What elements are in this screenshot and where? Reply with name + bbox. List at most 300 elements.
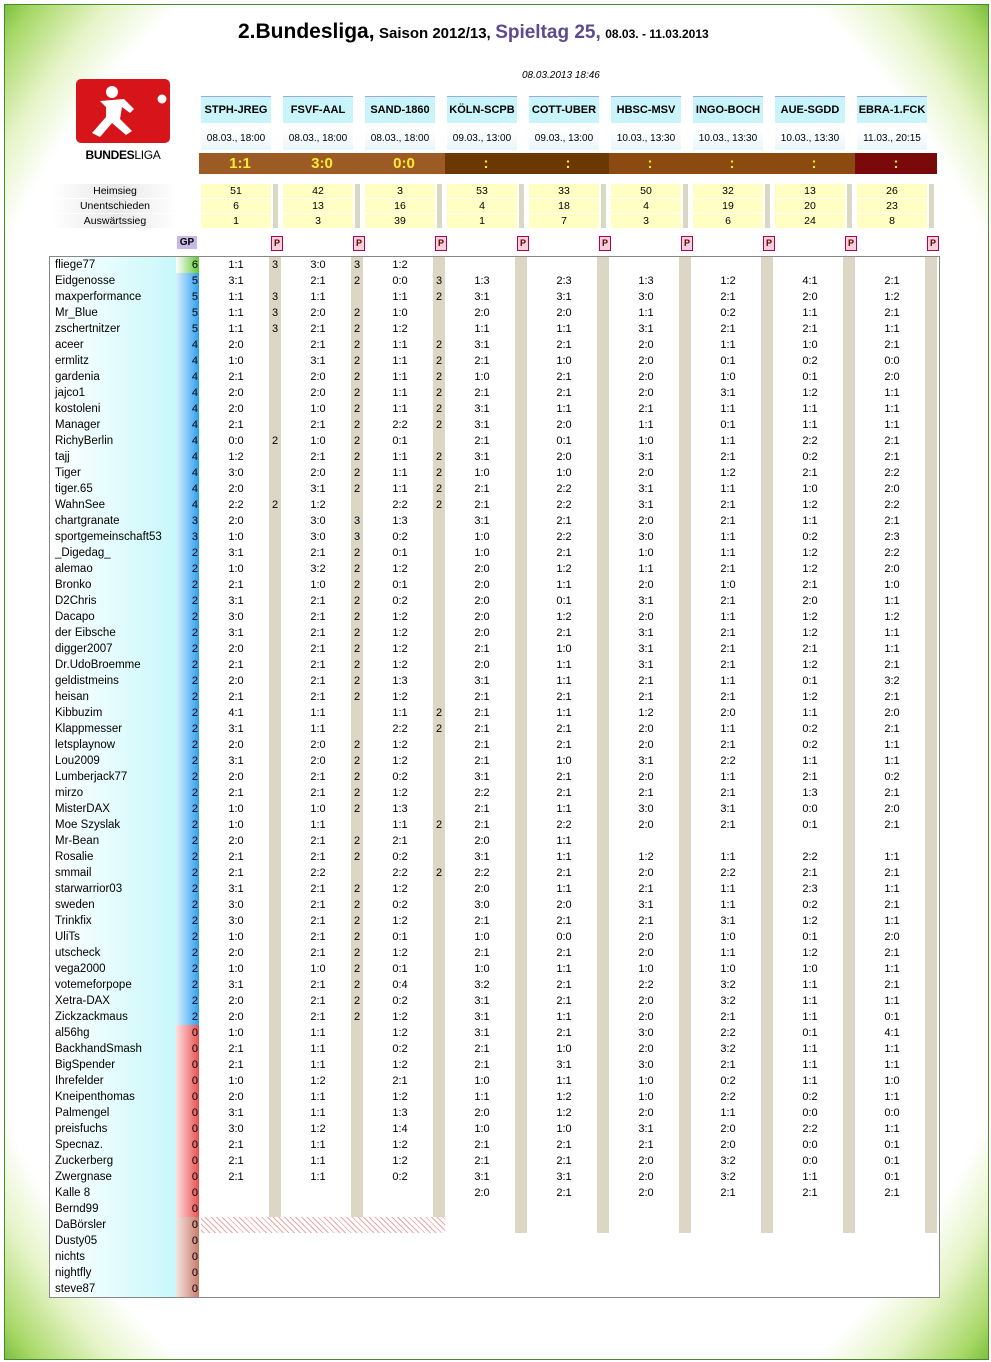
tip-points: 2 [353, 995, 361, 1007]
match-name: KÖLN-SCPB [447, 96, 517, 123]
shadow [273, 184, 278, 228]
player-tip: 3:0 [638, 1059, 654, 1071]
player-tip: 1:1 [392, 483, 408, 495]
player-tip: 1:1 [228, 259, 244, 271]
player-tip: 3:1 [638, 499, 654, 511]
tip-label: Unentschieden [52, 199, 178, 213]
player-tip: 2:1 [884, 515, 900, 527]
player-tip: 2:0 [884, 707, 900, 719]
tip-points: 2 [435, 291, 443, 303]
player-tip: 1:2 [802, 915, 818, 927]
player-tip: 1:1 [392, 371, 408, 383]
tip-points: 2 [353, 371, 361, 383]
player-tip: 2:1 [310, 547, 326, 559]
player-tip: 0:0 [228, 435, 244, 447]
player-points: 0 [176, 1121, 199, 1137]
player-tip: 1:1 [392, 355, 408, 367]
tip-points: 2 [353, 979, 361, 991]
draw-count: 6 [201, 199, 271, 213]
tip-points: 2 [353, 339, 361, 351]
player-tip: 1:1 [228, 323, 244, 335]
player-tip: 2:0 [638, 611, 654, 623]
match-date: 08.03., 18:00 [365, 128, 435, 150]
player-tip: 0:1 [392, 435, 408, 447]
home-win-count: 42 [283, 184, 353, 198]
player-tip: 2:1 [310, 947, 326, 959]
player-tip: 2:0 [638, 1171, 654, 1183]
player-tip: 0:2 [802, 899, 818, 911]
player-tip: 2:1 [310, 883, 326, 895]
player-tip: 3:1 [638, 755, 654, 767]
tip-points: 2 [435, 451, 443, 463]
tip-points: 2 [435, 419, 443, 431]
player-tip: 1:1 [474, 1091, 490, 1103]
player-name: Dacapo [52, 609, 176, 625]
player-tip: 1:1 [802, 307, 818, 319]
player-tip: 1:3 [392, 1107, 408, 1119]
player-tip: 2:1 [720, 1059, 736, 1071]
player-tip: 0:0 [802, 1155, 818, 1167]
player-tip: 2:1 [802, 579, 818, 591]
player-points: 2 [176, 753, 199, 769]
player-tip: 1:2 [802, 563, 818, 575]
player-tip: 1:1 [638, 563, 654, 575]
player-tip: 2:1 [720, 595, 736, 607]
player-tip: 2:1 [720, 291, 736, 303]
shadow [355, 184, 360, 228]
player-tip: 2:0 [720, 1123, 736, 1135]
player-name: Dusty05 [52, 1233, 176, 1249]
player-tip: 0:1 [802, 1027, 818, 1039]
player-tip: 1:0 [802, 963, 818, 975]
match-result: : [527, 153, 609, 174]
player-points: 2 [176, 769, 199, 785]
player-tip: 3:1 [638, 899, 654, 911]
player-tip: 1:1 [556, 403, 572, 415]
player-tip: 2:1 [556, 627, 572, 639]
player-tip: 3:1 [474, 515, 490, 527]
player-tip: 2:2 [310, 867, 326, 879]
draw-count: 20 [775, 199, 845, 213]
player-tip: 2:0 [474, 627, 490, 639]
player-tip: 3:0 [638, 531, 654, 543]
player-name: Lou2009 [52, 753, 176, 769]
player-tip: 1:0 [228, 355, 244, 367]
player-tip: 2:0 [310, 371, 326, 383]
tip-points: 2 [353, 547, 361, 559]
player-tip: 0:0 [392, 275, 408, 287]
player-tip: 2:0 [638, 1107, 654, 1119]
player-tip: 1:0 [556, 1043, 572, 1055]
player-points: 2 [176, 865, 199, 881]
player-tip: 1:1 [884, 755, 900, 767]
player-tip: 2:1 [556, 723, 572, 735]
player-tip: 2:0 [802, 291, 818, 303]
player-tip: 1:0 [638, 963, 654, 975]
player-tip: 2:1 [228, 659, 244, 671]
player-tip: 1:1 [884, 1059, 900, 1071]
player-tip: 1:0 [310, 963, 326, 975]
tip-points: 3 [271, 259, 279, 271]
tip-points: 2 [435, 387, 443, 399]
player-tip: 1:0 [228, 963, 244, 975]
tip-points: 2 [353, 355, 361, 367]
player-tip: 1:2 [802, 627, 818, 639]
player-tip: 1:0 [556, 467, 572, 479]
player-tip: 1:2 [884, 611, 900, 623]
away-win-count: 1 [447, 214, 517, 228]
tip-points: 2 [353, 275, 361, 287]
player-tip: 3:1 [556, 1059, 572, 1071]
tip-points: 2 [435, 819, 443, 831]
player-tip: 1:1 [884, 643, 900, 655]
player-tip: 1:1 [884, 387, 900, 399]
player-tip: 0:2 [720, 1075, 736, 1087]
tip-points: 2 [435, 467, 443, 479]
tip-points: 2 [353, 595, 361, 607]
player-tip: 2:1 [310, 659, 326, 671]
player-points: 4 [176, 353, 199, 369]
player-tip: 1:1 [802, 403, 818, 415]
player-tip: 1:1 [884, 419, 900, 431]
player-points: 2 [176, 545, 199, 561]
player-tip: 2:2 [474, 787, 490, 799]
player-tip: 2:2 [720, 1027, 736, 1039]
player-tip: 1:1 [556, 323, 572, 335]
player-tip: 1:1 [720, 339, 736, 351]
player-tip: 0:2 [802, 739, 818, 751]
player-tip: 2:0 [638, 739, 654, 751]
player-tip: 1:1 [802, 1043, 818, 1055]
player-tip: 2:1 [310, 643, 326, 655]
player-tip: 2:1 [310, 611, 326, 623]
player-tip: 1:1 [392, 339, 408, 351]
match-result: : [773, 153, 855, 174]
player-tip: 1:2 [392, 787, 408, 799]
home-win-count: 53 [447, 184, 517, 198]
player-tip: 1:0 [802, 339, 818, 351]
player-name: Bronko [52, 577, 176, 593]
player-tip: 1:0 [228, 803, 244, 815]
player-tip: 1:2 [392, 691, 408, 703]
player-tip: 1:1 [310, 1091, 326, 1103]
player-tip: 3:2 [720, 1171, 736, 1183]
tip-points: 3 [271, 291, 279, 303]
player-tip: 2:0 [474, 883, 490, 895]
shadow [683, 184, 688, 228]
draw-count: 18 [529, 199, 599, 213]
player-points: 2 [176, 577, 199, 593]
player-tip: 2:0 [228, 1011, 244, 1023]
player-tip: 1:1 [228, 307, 244, 319]
match-name: FSVF-AAL [283, 96, 353, 123]
player-tip: 1:1 [310, 1171, 326, 1183]
player-tip: 3:1 [228, 755, 244, 767]
player-tip: 0:1 [802, 819, 818, 831]
tip-points: 3 [353, 515, 361, 527]
player-tip: 0:0 [802, 1139, 818, 1151]
match-name: SAND-1860 [365, 96, 435, 123]
player-tip: 1:2 [802, 947, 818, 959]
page-title [238, 20, 709, 44]
player-tip: 1:2 [802, 547, 818, 559]
player-tip: 0:1 [802, 675, 818, 687]
player-tip: 2:1 [310, 995, 326, 1007]
away-win-count: 1 [201, 214, 271, 228]
player-name: zschertnitzer [52, 321, 176, 337]
away-win-count: 6 [693, 214, 763, 228]
match-name: EBRA-1.FCK [857, 96, 927, 123]
player-tip: 1:2 [310, 1075, 326, 1087]
player-tip: 1:1 [802, 707, 818, 719]
player-tip: 1:1 [310, 291, 326, 303]
player-tip: 1:2 [392, 1091, 408, 1103]
tip-points: 2 [353, 883, 361, 895]
player-tip: 3:1 [638, 323, 654, 335]
player-tip: 0:2 [392, 851, 408, 863]
shadow [601, 184, 606, 228]
player-tip: 2:1 [638, 403, 654, 415]
player-tip: 1:1 [884, 851, 900, 863]
home-win-count: 26 [857, 184, 927, 198]
player-tip: 2:1 [228, 419, 244, 431]
player-name: sweden [52, 897, 176, 913]
player-tip: 0:1 [884, 1139, 900, 1151]
player-tip: 1:1 [556, 707, 572, 719]
player-tip: 1:0 [228, 563, 244, 575]
player-tip: 2:1 [884, 339, 900, 351]
player-name: UliTs [52, 929, 176, 945]
player-tip: 2:1 [310, 1011, 326, 1023]
player-tip: 2:0 [556, 451, 572, 463]
player-tip: 2:1 [720, 787, 736, 799]
player-tip: 2:1 [884, 691, 900, 703]
player-name: Kibbuzim [52, 705, 176, 721]
player-name: Specnaz. [52, 1137, 176, 1153]
missing-tips [201, 1233, 938, 1297]
player-tip: 2:0 [474, 1107, 490, 1119]
player-tip: 2:2 [228, 499, 244, 511]
tip-points: 2 [435, 499, 443, 511]
player-tip: 1:1 [802, 979, 818, 991]
player-tip: 1:2 [720, 275, 736, 287]
player-tip: 1:2 [802, 611, 818, 623]
player-tip: 2:2 [392, 723, 408, 735]
match-result: : [855, 153, 937, 174]
player-tip: 2:1 [802, 771, 818, 783]
player-tip: 1:2 [392, 323, 408, 335]
player-tip: 2:1 [474, 739, 490, 751]
player-points: 0 [176, 1201, 199, 1217]
player-tip: 2:1 [884, 1187, 900, 1199]
player-tip: 2:0 [228, 771, 244, 783]
player-tip: 1:2 [638, 707, 654, 719]
player-tip: 2:1 [638, 883, 654, 895]
player-tip: 1:2 [556, 1091, 572, 1103]
match-date: 09.03., 13:00 [447, 128, 517, 150]
player-points: 2 [176, 817, 199, 833]
player-tip: 2:0 [310, 739, 326, 751]
player-tip: 0:2 [802, 1091, 818, 1103]
match-date: 11.03., 20:15 [857, 128, 927, 150]
player-tip: 0:2 [392, 771, 408, 783]
player-tip: 2:0 [474, 595, 490, 607]
player-tip: 1:1 [720, 435, 736, 447]
player-tip: 1:2 [392, 1011, 408, 1023]
player-points: 5 [176, 321, 199, 337]
player-tip: 2:1 [556, 979, 572, 991]
player-tip: 1:0 [556, 355, 572, 367]
player-points: 0 [176, 1137, 199, 1153]
player-tip: 1:1 [392, 451, 408, 463]
player-tip: 1:1 [720, 883, 736, 895]
player-tip: 1:0 [720, 963, 736, 975]
player-tip: 1:2 [556, 1107, 572, 1119]
player-tip: 1:0 [474, 467, 490, 479]
player-tip: 3:1 [474, 419, 490, 431]
player-tip: 2:0 [228, 947, 244, 959]
player-tip: 2:0 [228, 483, 244, 495]
player-tip: 0:1 [392, 547, 408, 559]
player-points: 0 [176, 1249, 199, 1265]
tip-points: 2 [353, 771, 361, 783]
player-tip: 2:1 [802, 1187, 818, 1199]
player-tip: 2:1 [228, 851, 244, 863]
player-tip: 1:1 [720, 483, 736, 495]
player-tip: 2:2 [884, 547, 900, 559]
player-tip: 0:1 [392, 931, 408, 943]
player-tip: 2:1 [720, 323, 736, 335]
player-tip: 3:1 [638, 483, 654, 495]
player-name: der Eibsche [52, 625, 176, 641]
player-tip: 2:1 [310, 915, 326, 927]
player-tip: 1:4 [392, 1123, 408, 1135]
player-tip: 1:0 [638, 547, 654, 559]
player-tip: 2:0 [802, 595, 818, 607]
player-tip: 3:2 [720, 995, 736, 1007]
player-tip: 2:1 [556, 1139, 572, 1151]
player-points: 2 [176, 785, 199, 801]
player-tip: 1:0 [474, 963, 490, 975]
player-tip: 3:1 [474, 403, 490, 415]
player-tip: 1:3 [638, 275, 654, 287]
player-tip: 3:1 [474, 675, 490, 687]
player-tip: 3:0 [228, 611, 244, 623]
player-tip: 3:1 [638, 627, 654, 639]
player-tip: 3:1 [228, 883, 244, 895]
player-points: 2 [176, 801, 199, 817]
player-tip: 1:0 [884, 1075, 900, 1087]
player-name: kostoleni [52, 401, 176, 417]
player-tip: 2:1 [720, 499, 736, 511]
player-tip: 2:0 [638, 867, 654, 879]
player-name: Kneipenthomas [52, 1089, 176, 1105]
player-points: 3 [176, 513, 199, 529]
player-tip: 1:2 [392, 947, 408, 959]
tip-points: 2 [353, 755, 361, 767]
player-tip: 3:0 [474, 899, 490, 911]
player-tip: 2:1 [884, 723, 900, 735]
player-name: fliege77 [52, 257, 176, 273]
player-tip: 2:0 [638, 387, 654, 399]
player-tip: 2:1 [392, 835, 408, 847]
player-tip: 2:1 [474, 355, 490, 367]
player-tip: 1:1 [720, 899, 736, 911]
player-tip: 1:2 [392, 659, 408, 671]
points-header: P [517, 236, 529, 251]
player-tip: 1:1 [556, 579, 572, 591]
player-tip: 2:3 [884, 531, 900, 543]
player-tip: 2:1 [720, 643, 736, 655]
player-tip: 1:1 [884, 1091, 900, 1103]
player-tip: 3:1 [474, 339, 490, 351]
player-tip: 2:1 [802, 643, 818, 655]
player-tip: 2:1 [310, 899, 326, 911]
player-points: 5 [176, 273, 199, 289]
player-tip: 2:1 [474, 947, 490, 959]
tip-label: Auswärtssieg [52, 214, 178, 228]
player-tip: 1:0 [310, 579, 326, 591]
player-tip: 2:1 [474, 803, 490, 815]
player-name: starwarrior03 [52, 881, 176, 897]
player-points: 2 [176, 929, 199, 945]
player-tip: 3:1 [474, 291, 490, 303]
player-tip: 2:1 [802, 467, 818, 479]
player-tip: 2:1 [556, 515, 572, 527]
player-tip: 2:1 [474, 1043, 490, 1055]
player-name: utscheck [52, 945, 176, 961]
player-tip: 0:1 [392, 579, 408, 591]
player-tip: 3:1 [720, 915, 736, 927]
player-tip: 1:0 [556, 755, 572, 767]
player-tip: 2:1 [474, 707, 490, 719]
player-tip: 3:1 [556, 1171, 572, 1183]
match-result: 0:0 [363, 153, 445, 174]
player-tip: 2:1 [474, 755, 490, 767]
match-name: COTT-UBER [529, 96, 599, 123]
tip-points: 2 [271, 435, 279, 447]
player-tip: 2:1 [638, 1139, 654, 1151]
player-tip: 2:1 [802, 323, 818, 335]
player-points: 0 [176, 1057, 199, 1073]
player-name: geldistmeins [52, 673, 176, 689]
player-tip: 2:1 [474, 1139, 490, 1151]
player-tip: 2:1 [802, 867, 818, 879]
player-tip: 1:0 [556, 643, 572, 655]
draw-count: 23 [857, 199, 927, 213]
player-tip: 1:2 [392, 643, 408, 655]
player-tip: 3:1 [228, 547, 244, 559]
player-tip: 3:0 [228, 899, 244, 911]
player-tip: 2:1 [474, 643, 490, 655]
player-tip: 2:2 [802, 435, 818, 447]
player-name: Palmengel [52, 1105, 176, 1121]
player-tip: 2:1 [884, 275, 900, 287]
player-tip: 0:2 [802, 531, 818, 543]
player-points: 4 [176, 481, 199, 497]
match-name: AUE-SGDD [775, 96, 845, 123]
player-tip: 1:1 [884, 739, 900, 751]
player-name: chartgranate [52, 513, 176, 529]
player-tip: 1:0 [474, 931, 490, 943]
player-tip: 2:0 [474, 611, 490, 623]
player-points: 4 [176, 449, 199, 465]
player-tip: 1:2 [802, 387, 818, 399]
player-points: 4 [176, 401, 199, 417]
player-tip: 2:0 [228, 1091, 244, 1103]
player-tip: 1:1 [392, 403, 408, 415]
player-name: tajj [52, 449, 176, 465]
